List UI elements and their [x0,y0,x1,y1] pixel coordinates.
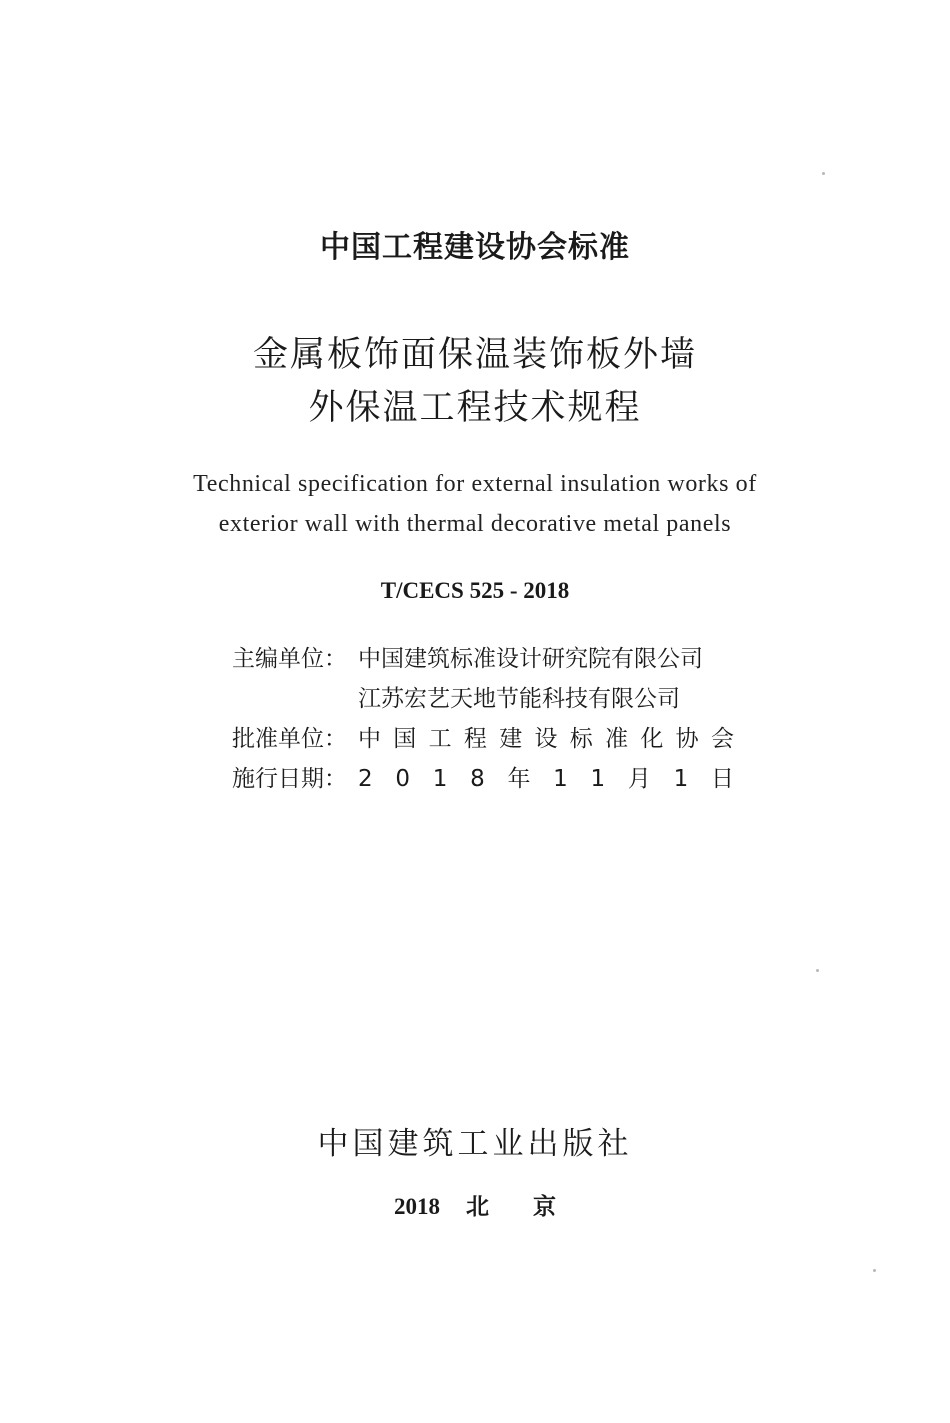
publication-place [0,1190,950,1224]
scan-speck [873,1269,876,1272]
date-char: 1 [432,766,448,792]
standard-series: 中国工程建设协会标准 [320,230,630,265]
date-char: 月 [627,766,651,792]
approve-char: 国 [393,726,417,752]
title-cn-line-2: 外保温工程技术规程 [308,388,642,428]
date-char: 1 [590,766,606,792]
approve-unit [358,721,734,761]
publication-year: 2018 [394,1194,440,1219]
date-char: 0 [395,766,410,792]
city-char-1: 北 [466,1194,489,1220]
label-spacer [232,681,358,721]
title-cn-line-1: 金属板饰面保温装饰板外墙 [252,335,697,375]
date-char: 2 [358,766,373,792]
city-char-2: 京 [533,1194,556,1220]
approve-char: 化 [640,726,664,752]
chief-unit-1: 中国建筑标准设计研究院有限公司 [358,646,703,672]
approve-char: 中 [358,726,381,752]
approve-char: 准 [605,726,629,752]
effective-date-row [232,761,734,801]
scan-speck [822,172,825,175]
chief-unit-2: 江苏宏艺天地节能科技有限公司 [358,686,680,712]
date-char: 8 [470,766,485,792]
publisher-name: 中国建筑工业出版社 [317,1126,633,1162]
approve-char: 协 [675,726,699,752]
effective-date-label: 施行日期： [232,766,347,792]
approve-unit-label: 批准单位： [232,726,347,752]
chief-unit-label: 主编单位： [232,646,347,672]
approve-char: 程 [463,726,487,752]
title-en-line-1: Technical specification for external insulation works of [193,471,757,497]
date-char: 1 [553,766,568,792]
chief-unit-row-2 [232,681,734,721]
approve-char: 会 [710,726,734,752]
date-char: 1 [673,766,689,792]
metadata-block [232,641,734,801]
approve-char: 工 [428,726,452,752]
approve-char: 标 [569,726,593,752]
date-char: 日 [710,766,734,792]
approve-char: 设 [534,726,558,752]
approve-char: 建 [499,726,523,752]
approve-unit-row [232,721,734,761]
date-char: 年 [507,766,531,792]
title-en-line-2: exterior wall with thermal decorative metal panels [218,511,732,537]
effective-date [358,761,734,801]
chief-unit-row [232,641,734,681]
scan-speck [816,969,819,972]
standard-code: T/CECS 525 - 2018 [380,578,570,603]
